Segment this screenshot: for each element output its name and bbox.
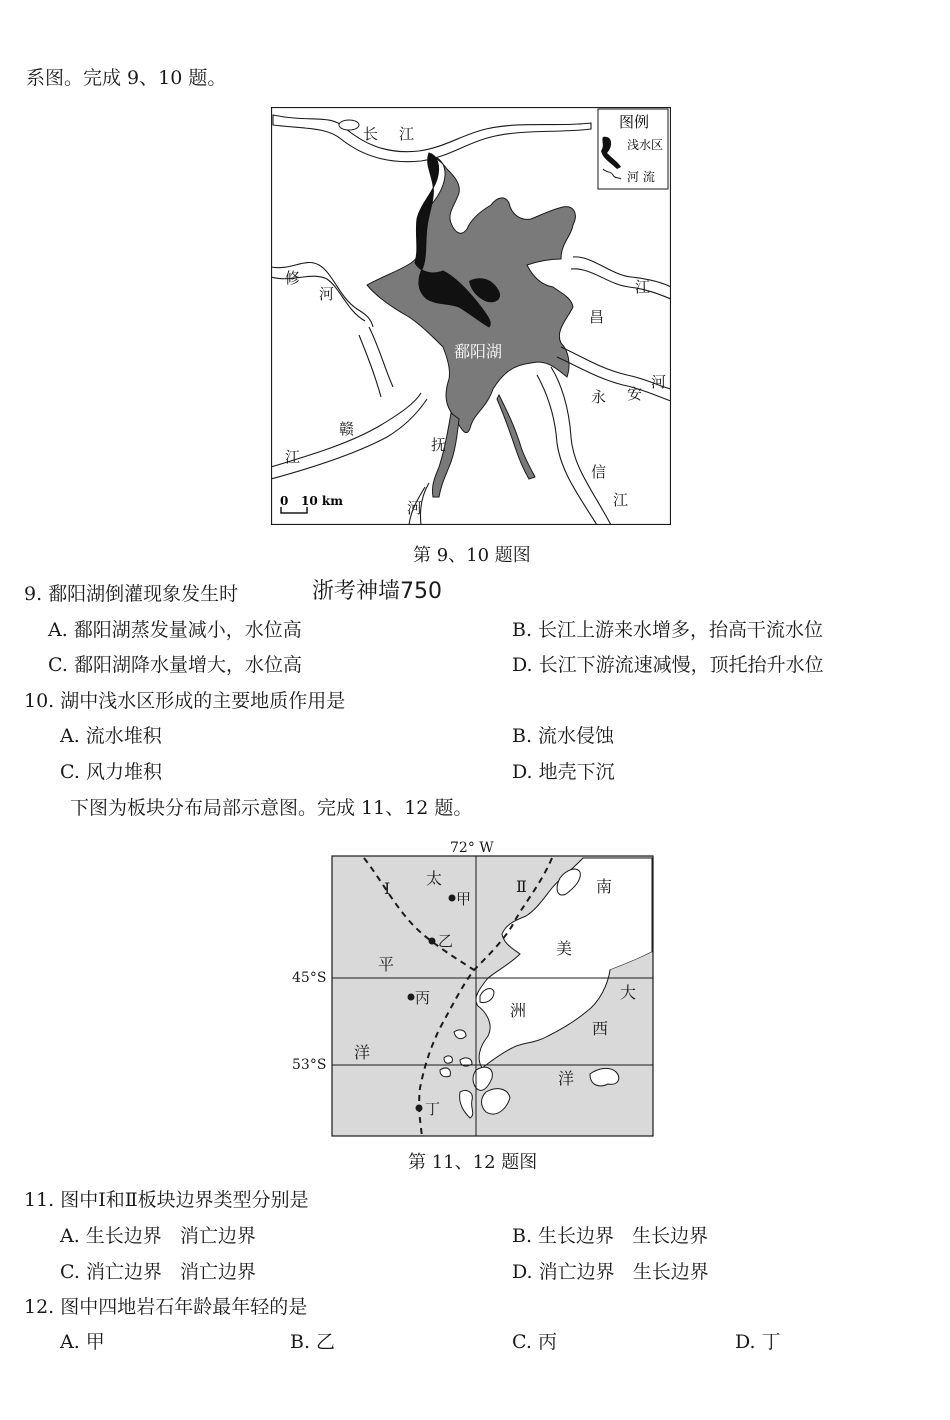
legend-shallow-label: 浅水区: [627, 138, 664, 152]
label-xiu-he: 河: [319, 285, 335, 303]
q9-option-a: A. 鄱阳湖蒸发量减小，水位高: [48, 619, 302, 641]
q12-option-b: B. 乙: [290, 1331, 336, 1353]
plate-boundary-i-label: Ⅰ: [384, 879, 391, 898]
point-ding-label: 丁: [425, 1100, 441, 1118]
intro-text: 系图。完成 9、10 题。: [26, 67, 227, 89]
label-mei: 美: [556, 939, 573, 958]
lat-45-label: 45°S: [292, 970, 327, 986]
point-bing-label: 丙: [415, 989, 431, 1007]
plate-boundary-ii-label: Ⅱ: [516, 877, 527, 896]
label-chang: 长: [363, 125, 379, 143]
label-jiang-top: 江: [399, 125, 415, 143]
point-yi-label: 乙: [438, 932, 454, 950]
q11-stem: 11. 图中Ⅰ和Ⅱ板块边界类型分别是: [24, 1189, 309, 1211]
scale-zero: 0: [280, 494, 289, 508]
label-chang2-jiang: 江: [635, 278, 651, 296]
label-ping: 平: [378, 955, 395, 974]
q12-stem: 12. 图中四地岩石年龄最年轻的是: [24, 1296, 308, 1318]
q10-option-a: A. 流水堆积: [60, 725, 162, 747]
label-zhou: 洲: [510, 1001, 527, 1020]
label-gan-jiang: 江: [285, 448, 301, 466]
label-an: 安: [627, 385, 643, 403]
q10-option-b: B. 流水侵蚀: [512, 725, 615, 747]
q12-option-a: A. 甲: [60, 1331, 105, 1353]
q10-option-d: D. 地壳下沉: [512, 761, 615, 783]
poyang-lake-map: [271, 107, 671, 525]
q9-option-c: C. 鄱阳湖降水量增大，水位高: [48, 654, 302, 676]
q12-option-d: D. 丁: [735, 1331, 781, 1353]
lat-53-label: 53°S: [292, 1057, 327, 1073]
lake-label: 鄱阳湖: [454, 342, 503, 361]
label-gan: 赣: [339, 420, 355, 438]
label-tai: 太: [426, 869, 443, 888]
q10-stem: 10. 湖中浅水区形成的主要地质作用是: [24, 690, 346, 712]
legend-river-label: 河 流: [627, 170, 655, 184]
q11-option-a: A. 生长边界 消亡边界: [60, 1225, 256, 1247]
q12-option-c: C. 丙: [512, 1331, 557, 1353]
label-xin: 信: [591, 463, 607, 481]
longitude-label: 72° W: [450, 840, 494, 856]
legend-title: 图例: [619, 113, 650, 131]
label-nan: 南: [596, 877, 613, 896]
label-fu: 抚: [431, 436, 447, 454]
q11-option-b: B. 生长边界 生长边界: [512, 1225, 709, 1247]
q11-option-d: D. 消亡边界 生长边界: [512, 1261, 709, 1283]
label-xi: 西: [592, 1019, 609, 1038]
intro2-text: 下图为板块分布局部示意图。完成 11、12 题。: [70, 797, 473, 819]
watermark-text: 浙考神墙750: [312, 579, 442, 604]
plate-boundary-map: [290, 836, 660, 1140]
map1-caption: 第 9、10 题图: [413, 545, 531, 566]
label-xiu: 修: [285, 269, 301, 287]
q11-option-c: C. 消亡边界 消亡边界: [60, 1261, 257, 1283]
q9-option-b: B. 长江上游来水增多，抬高干流水位: [512, 619, 824, 641]
label-yang-pacific: 洋: [354, 1043, 371, 1062]
q9-stem: 9. 鄱阳湖倒灌现象发生时: [24, 583, 239, 605]
label-fu-he: 河: [407, 499, 423, 517]
q10-option-c: C. 风力堆积: [60, 761, 162, 783]
label-an-he: 河: [651, 373, 667, 391]
label-da: 大: [620, 983, 637, 1002]
point-jia-label: 甲: [456, 890, 472, 908]
q9-option-d: D. 长江下游流速减慢，顶托抬升水位: [512, 654, 824, 676]
label-yong: 永: [591, 388, 607, 406]
label-chang2: 昌: [589, 308, 605, 326]
map2-caption: 第 11、12 题图: [408, 1152, 538, 1173]
label-yang-atlantic: 洋: [558, 1069, 575, 1088]
label-xin-jiang: 江: [613, 491, 629, 509]
scale-distance: 10 km: [301, 494, 343, 508]
